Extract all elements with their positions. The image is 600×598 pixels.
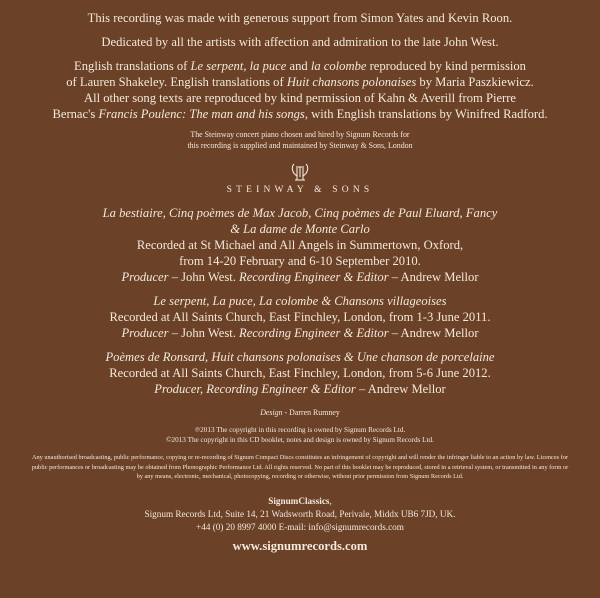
label-name bbox=[28, 495, 572, 508]
legal-notice: Any unauthorised broadcasting, public performance, copying or re-recording of Signum Compact Discs constitutes an infringement of copyright and will render the infringer liable to an action by law. Licences for public performances or broadcasting may be obtained from Phonographic Performance Ltd. All rights reserved. No part of this booklet may be reproduced, stored in a retrieval system, or transmitted in any form or by any means, electronic, mechanical, photocopying, recording or otherwise, without prior permission from Signum Records Ltd. bbox=[31, 454, 569, 480]
person: – John West. bbox=[168, 270, 240, 284]
translations-line-1 bbox=[28, 58, 572, 74]
text-run: reproduced by kind permission bbox=[366, 59, 526, 73]
session-1-credits bbox=[28, 269, 572, 285]
role: Design bbox=[260, 408, 283, 417]
person: – Andrew Mellor bbox=[355, 382, 446, 396]
person: - Darren Rumney bbox=[282, 408, 340, 417]
session-2 bbox=[28, 293, 572, 341]
steinway-logo bbox=[28, 161, 572, 195]
session-2-credits bbox=[28, 325, 572, 341]
session-3-works bbox=[28, 349, 572, 365]
translations-line-2 bbox=[28, 74, 572, 90]
design-credit bbox=[28, 407, 572, 418]
role: Recording Engineer & Editor bbox=[239, 326, 389, 340]
person: – Andrew Mellor bbox=[388, 270, 479, 284]
session-1-works-cont bbox=[28, 221, 572, 237]
steinway-wordmark: STEINWAY & SONS bbox=[226, 185, 374, 195]
translations-line-3: All other song texts are reproduced by kind permission of Kahn & Averill from Pierre bbox=[83, 91, 517, 105]
text-run: , with English translations by Winifred Radford. bbox=[304, 107, 548, 121]
dedication-line: Dedicated by all the artists with affection and admiration to the late John West. bbox=[101, 35, 499, 49]
session-3-credits bbox=[28, 381, 572, 397]
person: – John West. bbox=[168, 326, 240, 340]
copyright-recording: ℗2013 The copyright in this recording is owned by Signum Records Ltd. bbox=[194, 426, 406, 434]
label-address: Signum Records Ltd, Suite 14, 21 Wadsworth Road, Perivale, Middx UB6 7JD, UK. bbox=[144, 508, 456, 519]
session-2-place: Recorded at All Saints Church, East Finchley, London, from 1-3 June 2011. bbox=[109, 310, 491, 324]
text-run: Bernac's bbox=[52, 107, 99, 121]
text-run: and bbox=[286, 59, 311, 73]
text-run: English translations of bbox=[74, 59, 191, 73]
works-line: Le serpent, La puce, La colombe & Chansons villageoises bbox=[153, 294, 447, 308]
role: Producer, Recording Engineer & Editor bbox=[154, 382, 356, 396]
session-3 bbox=[28, 349, 572, 397]
text-run: of Lauren Shakeley. English translations of bbox=[66, 75, 287, 89]
session-1-works bbox=[28, 205, 572, 221]
role: Producer bbox=[121, 270, 169, 284]
session-3-place: Recorded at All Saints Church, East Finchley, London, from 5-6 June 2012. bbox=[109, 366, 491, 380]
session-1-dates: from 14-20 February and 6-10 September 2010. bbox=[179, 254, 421, 268]
title-run: Le serpent, la puce bbox=[190, 59, 287, 73]
steinway-note-1: The Steinway concert piano chosen and hired by Signum Records for bbox=[190, 130, 410, 139]
person: – Andrew Mellor bbox=[388, 326, 479, 340]
translations-line-4 bbox=[28, 106, 572, 122]
lyre-icon bbox=[289, 161, 311, 183]
translations-block bbox=[28, 58, 572, 122]
works-line: La bestiaire, Cinq poèmes de Max Jacob, Cinq poèmes de Paul Eluard, Fancy bbox=[102, 206, 498, 220]
works-line: & La dame de Monte Carlo bbox=[230, 222, 370, 236]
role: Recording Engineer & Editor bbox=[239, 270, 389, 284]
support-line: This recording was made with generous support from Simon Yates and Kevin Roon. bbox=[87, 11, 513, 25]
title-run: Huit chansons polonaises bbox=[286, 75, 417, 89]
session-2-works bbox=[28, 293, 572, 309]
title-run: Francis Poulenc: The man and his songs bbox=[98, 107, 305, 121]
text-run: by Maria Paszkiewicz. bbox=[416, 75, 534, 89]
website-link[interactable]: www.signumrecords.com bbox=[232, 538, 368, 553]
session-1-place: Recorded at St Michael and All Angels in Summertown, Oxford, bbox=[136, 238, 464, 252]
label-wordmark: SignumClassics bbox=[268, 495, 330, 506]
copyright-booklet: ©2013 The copyright in this CD booklet, notes and design is owned by Signum Records Ltd. bbox=[166, 436, 434, 444]
title-run: la colombe bbox=[310, 59, 367, 73]
role: Producer bbox=[121, 326, 169, 340]
session-1 bbox=[28, 205, 572, 285]
punctuation: , bbox=[329, 495, 332, 506]
steinway-note-2: this recording is supplied and maintained by Steinway & Sons, London bbox=[187, 141, 413, 150]
works-line: Poèmes de Ronsard, Huit chansons polonaises & Une chanson de porcelaine bbox=[105, 350, 495, 364]
label-contact: +44 (0) 20 8997 4000 E-mail: info@signumrecords.com bbox=[196, 521, 404, 532]
